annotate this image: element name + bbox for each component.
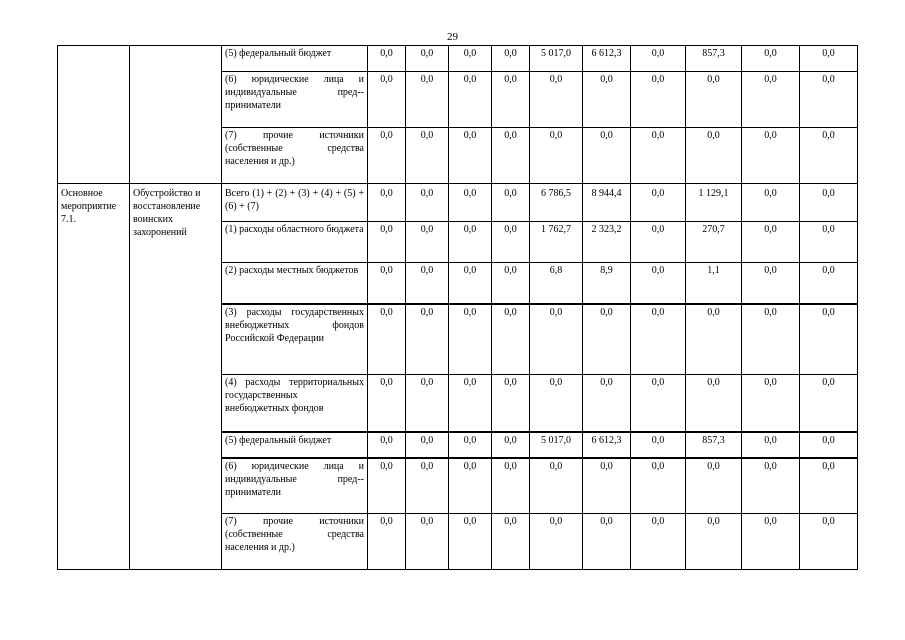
value-cell: 0,0	[406, 458, 449, 514]
value-cell: 0,0	[631, 514, 686, 570]
value-cell: 0,0	[800, 46, 858, 72]
value-cell: 6 612,3	[583, 432, 631, 458]
budget-table	[57, 45, 858, 570]
value-cell: 0,0	[800, 263, 858, 304]
value-cell: 0,0	[631, 375, 686, 432]
value-cell: 1 129,1	[686, 184, 742, 222]
value-cell: 0,0	[800, 72, 858, 128]
value-cell: 0,0	[742, 72, 800, 128]
value-cell: 0,0	[631, 72, 686, 128]
value-cell: 0,0	[742, 184, 800, 222]
value-cell: 0,0	[742, 46, 800, 72]
funding-source-label: (6) юридические лица и индивидуальные пред-приниматели	[222, 458, 368, 514]
funding-source-label: Всего (1) + (2) + (3) + (4) + (5) + (6) + (7)	[222, 184, 368, 222]
value-cell: 0,0	[368, 432, 406, 458]
value-cell: 0,0	[583, 72, 631, 128]
funding-source-label: (7) прочие источники (собственные средства населения и др.)	[222, 128, 368, 184]
value-cell: 0,0	[583, 375, 631, 432]
value-cell: 0,0	[449, 263, 492, 304]
value-cell: 0,0	[406, 304, 449, 375]
value-cell: 0,0	[368, 304, 406, 375]
value-cell: 0,0	[742, 514, 800, 570]
value-cell: 0,0	[492, 458, 530, 514]
value-cell: 0,0	[742, 304, 800, 375]
value-cell: 0,0	[449, 304, 492, 375]
value-cell: 1 762,7	[530, 222, 583, 263]
value-cell: 0,0	[583, 514, 631, 570]
value-cell: 857,3	[686, 46, 742, 72]
value-cell: 0,0	[530, 72, 583, 128]
value-cell: 0,0	[449, 375, 492, 432]
funding-source-label: (6) юридические лица и индивидуальные пред-приниматели	[222, 72, 368, 128]
funding-source-label: (5) федеральный бюджет	[222, 46, 368, 72]
value-cell: 0,0	[631, 304, 686, 375]
value-cell: 0,0	[368, 128, 406, 184]
value-cell: 0,0	[800, 432, 858, 458]
value-cell: 0,0	[406, 375, 449, 432]
value-cell: 0,0	[583, 458, 631, 514]
value-cell: 0,0	[368, 222, 406, 263]
value-cell: 270,7	[686, 222, 742, 263]
value-cell: 0,0	[686, 304, 742, 375]
value-cell: 0,0	[406, 432, 449, 458]
value-cell: 8 944,4	[583, 184, 631, 222]
value-cell: 0,0	[742, 263, 800, 304]
value-cell: 0,0	[800, 375, 858, 432]
empty-code-cell	[58, 46, 130, 184]
value-cell: 0,0	[449, 128, 492, 184]
value-cell: 0,0	[530, 375, 583, 432]
funding-source-label: (3) расходы государственных внебюджетных фондов Российской Федерации	[222, 304, 368, 375]
value-cell: 0,0	[406, 46, 449, 72]
funding-source-label: (7) прочие источники (собственные средства населения и др.)	[222, 514, 368, 570]
value-cell: 0,0	[492, 128, 530, 184]
value-cell: 0,0	[631, 263, 686, 304]
value-cell: 0,0	[686, 375, 742, 432]
value-cell: 0,0	[800, 184, 858, 222]
value-cell: 0,0	[686, 128, 742, 184]
value-cell: 0,0	[686, 514, 742, 570]
value-cell: 0,0	[742, 222, 800, 263]
value-cell: 0,0	[449, 432, 492, 458]
value-cell: 0,0	[449, 72, 492, 128]
table-row	[58, 184, 858, 222]
value-cell: 0,0	[449, 184, 492, 222]
funding-source-label: (2) расходы местных бюджетов	[222, 263, 368, 304]
value-cell: 0,0	[406, 222, 449, 263]
value-cell: 0,0	[492, 184, 530, 222]
value-cell: 1,1	[686, 263, 742, 304]
value-cell: 0,0	[686, 458, 742, 514]
funding-source-label: (5) федеральный бюджет	[222, 432, 368, 458]
value-cell: 0,0	[800, 458, 858, 514]
value-cell: 0,0	[368, 514, 406, 570]
value-cell: 5 017,0	[530, 432, 583, 458]
value-cell: 0,0	[406, 72, 449, 128]
empty-name-cell	[130, 46, 222, 184]
value-cell: 0,0	[530, 514, 583, 570]
value-cell: 0,0	[449, 222, 492, 263]
value-cell: 0,0	[583, 128, 631, 184]
value-cell: 0,0	[742, 458, 800, 514]
value-cell: 0,0	[406, 263, 449, 304]
value-cell: 0,0	[368, 263, 406, 304]
value-cell: 0,0	[492, 222, 530, 263]
value-cell: 0,0	[530, 304, 583, 375]
value-cell: 0,0	[368, 375, 406, 432]
value-cell: 0,0	[449, 46, 492, 72]
value-cell: 0,0	[800, 304, 858, 375]
value-cell: 0,0	[406, 184, 449, 222]
value-cell: 0,0	[631, 184, 686, 222]
value-cell: 0,0	[492, 375, 530, 432]
value-cell: 0,0	[449, 458, 492, 514]
table-row	[58, 46, 858, 72]
measure-code: Основное мероприятие 7.1.	[58, 184, 130, 570]
value-cell: 0,0	[368, 184, 406, 222]
value-cell: 0,0	[492, 514, 530, 570]
value-cell: 0,0	[406, 128, 449, 184]
value-cell: 0,0	[686, 72, 742, 128]
page-number: 29	[447, 31, 458, 43]
value-cell: 0,0	[492, 72, 530, 128]
value-cell: 0,0	[742, 375, 800, 432]
measure-name: Обустройство и восстановление воинских захоронений	[130, 184, 222, 570]
funding-source-label: (1) расходы областного бюджета	[222, 222, 368, 263]
value-cell: 0,0	[800, 128, 858, 184]
funding-source-label: (4) расходы территориальных государственных внебюджетных фондов	[222, 375, 368, 432]
value-cell: 0,0	[800, 514, 858, 570]
value-cell: 6 786,5	[530, 184, 583, 222]
value-cell: 0,0	[631, 222, 686, 263]
value-cell: 0,0	[530, 458, 583, 514]
value-cell: 2 323,2	[583, 222, 631, 263]
value-cell: 0,0	[583, 304, 631, 375]
value-cell: 0,0	[742, 128, 800, 184]
value-cell: 6,8	[530, 263, 583, 304]
value-cell: 0,0	[492, 432, 530, 458]
value-cell: 0,0	[368, 458, 406, 514]
value-cell: 0,0	[368, 72, 406, 128]
value-cell: 8,9	[583, 263, 631, 304]
value-cell: 0,0	[492, 263, 530, 304]
value-cell: 0,0	[742, 432, 800, 458]
value-cell: 0,0	[631, 432, 686, 458]
value-cell: 0,0	[800, 222, 858, 263]
value-cell: 5 017,0	[530, 46, 583, 72]
value-cell: 857,3	[686, 432, 742, 458]
value-cell: 0,0	[631, 128, 686, 184]
value-cell: 0,0	[368, 46, 406, 72]
value-cell: 0,0	[449, 514, 492, 570]
value-cell: 6 612,3	[583, 46, 631, 72]
value-cell: 0,0	[406, 514, 449, 570]
value-cell: 0,0	[492, 46, 530, 72]
value-cell: 0,0	[631, 46, 686, 72]
value-cell: 0,0	[631, 458, 686, 514]
value-cell: 0,0	[530, 128, 583, 184]
value-cell: 0,0	[492, 304, 530, 375]
